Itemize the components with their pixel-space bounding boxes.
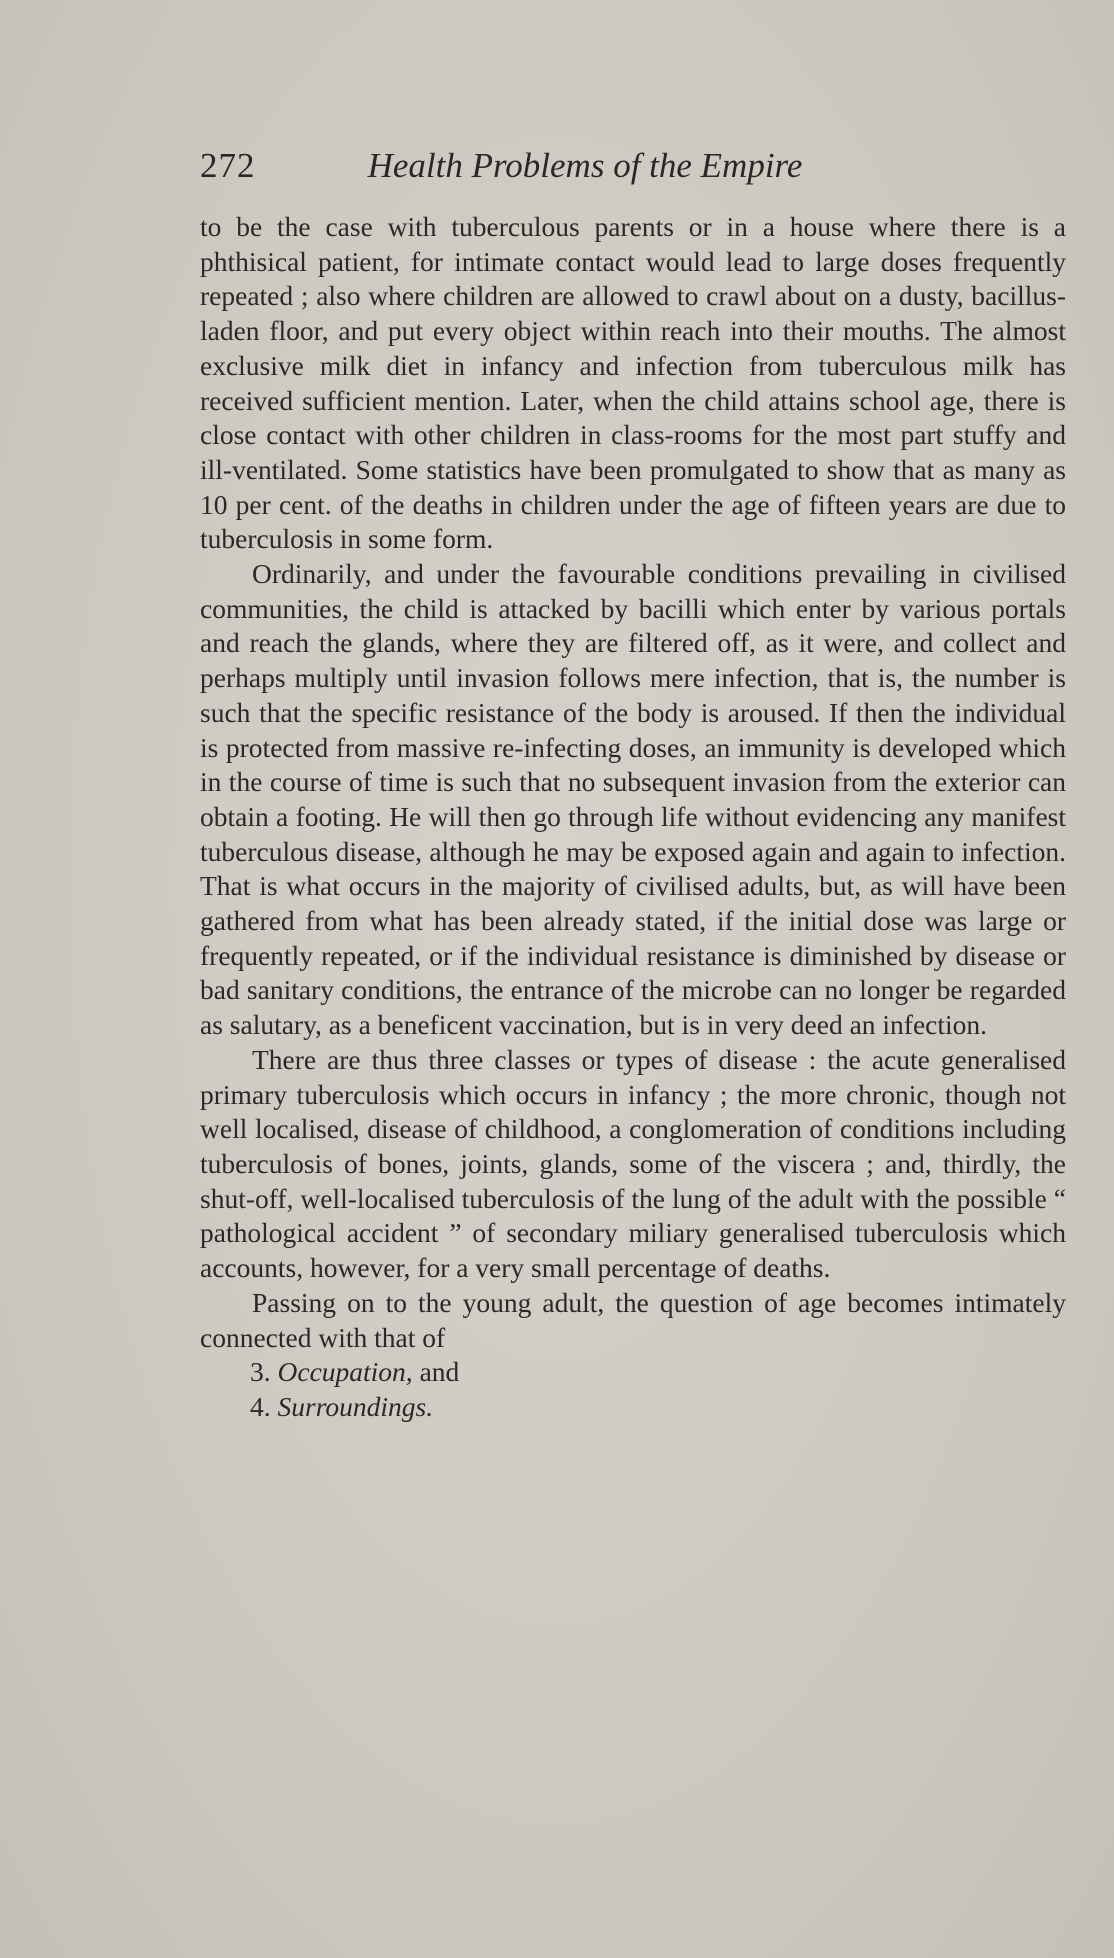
paragraph: to be the case with tuberculous parents or in a house where there is a phthisical patient, for intimate contact would lead to large doses frequently repeated ; also where children are allowed to crawl about on a dusty, bacillus-laden floor, and put every object within reach into their mouths. The almost exclusive milk diet in infancy and infection from tuberculous milk has received sufficient mention. Later, when the child attains school age, there is close contact with other children in class-rooms for the most part stuffy and ill-ventilated. Some statistics have been promulgated to show that as many as 10 per cent. of the deaths in children under the age of fifteen years are due to tuberculosis in some form. [200, 211, 1066, 555]
page-header [200, 146, 970, 196]
running-title: Health Problems of the Empire [367, 146, 803, 185]
numbered-list [200, 1355, 1066, 1424]
body-text [200, 210, 1066, 1425]
page-number: 272 [200, 146, 256, 185]
paragraph: There are thus three classes or types of disease : the acute generalised primary tuberculosis which occurs in infancy ; the more chronic, though not well localised, disease of childhood, a conglomeration of conditions including tuberculosis of bones, joints, glands, some of the viscera ; and, thirdly, the shut-off, well-localised tuberculosis of the lung of the adult with the possible “ pathological accident ” of secondary miliary generalised tuberculosis which accounts, however, for a very small percentage of deaths. [200, 1043, 1066, 1284]
list-item-title: Surroundings. [277, 1390, 434, 1422]
list-item-number: 4. [250, 1390, 271, 1422]
list-item-title: Occupation, [277, 1356, 413, 1388]
list-item [200, 1390, 1066, 1425]
paragraph: Ordinarily, and under the favourable conditions prevailing in civilised communities, the child is attacked by bacilli which enter by various portals and reach the glands, where they are filtered off, as it were, and collect and perhaps multiply until invasion follows mere infection, that is, the number is such that the specific resistance of the body is aroused. If then the individual is protected from massive re-infecting doses, an immunity is developed which in the course of time is such that no subsequent invasion from the exterior can obtain a footing. He will then go through life without evidencing any manifest tuberculous disease, although he may be exposed again and again to infection. That is what occurs in the majority of civilised adults, but, as will have been gathered from what has been already stated, if the initial dose was large or frequently repeated, or if the individual resistance is diminished by disease or bad sanitary conditions, the entrance of the microbe can no longer be regarded as salutary, as a beneficent vaccination, but is in very deed an infection. [200, 558, 1066, 1041]
list-item-number: 3. [250, 1356, 271, 1388]
paragraph: Passing on to the young adult, the question of age becomes intimately connected with that of [200, 1286, 1066, 1353]
list-item [200, 1355, 1066, 1390]
list-item-suffix: and [419, 1356, 460, 1388]
